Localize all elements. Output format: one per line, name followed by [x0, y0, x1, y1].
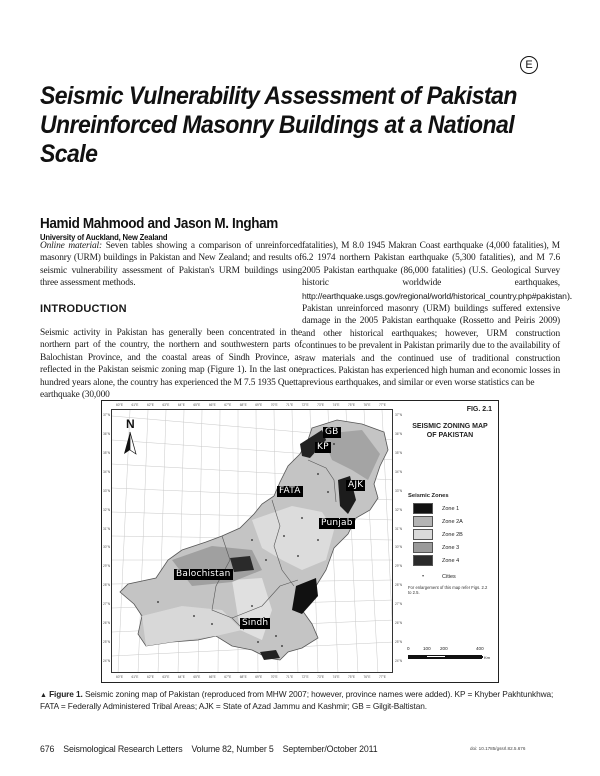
latitude-tick: 24°N	[395, 658, 403, 663]
intro-paragraph-right	[302, 240, 572, 390]
longitude-tick: 69°E	[255, 675, 263, 679]
zone-label: Zone 3	[442, 544, 460, 551]
longitude-tick: 71°E	[286, 403, 294, 407]
longitude-ticks-top	[116, 403, 386, 407]
electronic-supplement-icon: E	[520, 56, 538, 74]
page-number: 676	[40, 744, 55, 754]
latitude-tick: 36°N	[103, 431, 111, 436]
latitude-tick: 35°N	[103, 450, 111, 455]
latitude-tick: 28°N	[103, 583, 111, 588]
body-column-right	[302, 240, 572, 390]
intro-text-part2: ). Pakistan unreinforced masonry (URM) buildings suffered extensive damage in the 2005 Pakistan earthquake (Rossetto and Peiris 2009) and other historical earthquakes; however, URM construction continues to be prevalent in Pakistan primarily due to the availability of raw materials and the continued use of traditional construction practices. Pakistan has experienced high human and economic losses in previous earthquakes, and similar or even worse statistics can be	[302, 291, 572, 389]
scale-tick: 400	[476, 646, 484, 651]
legend-item-zone-2a	[413, 516, 463, 527]
legend-note: For enlargement of this map refer Figs. 2.2 to 2.5.	[408, 585, 488, 596]
figure-caption	[40, 689, 560, 712]
longitude-tick: 77°E	[378, 675, 386, 679]
legend-title: Seismic Zones	[408, 493, 449, 499]
scale-line	[408, 655, 482, 659]
longitude-tick: 64°E	[177, 675, 185, 679]
longitude-tick: 63°E	[162, 403, 170, 407]
longitude-tick: 72°E	[301, 675, 309, 679]
article-title: Seismic Vulnerability Assessment of Pakistan Unreinforced Masonry Buildings at a National Scale	[40, 82, 517, 168]
longitude-tick: 66°E	[208, 403, 216, 407]
longitude-tick: 60°E	[116, 675, 123, 679]
caption-figure-label: Figure 1.	[49, 689, 83, 699]
longitude-tick: 75°E	[348, 403, 355, 407]
online-material-paragraph	[40, 240, 302, 290]
latitude-tick: 33°N	[103, 488, 111, 493]
map-legend-panel	[398, 401, 498, 682]
journal-date: September/October 2011	[282, 744, 378, 754]
intro-paragraph-left: Seismic activity in Pakistan has generally been concentrated in the northern part of the country, the northern and southwestern parts of Balochistan Province, and the coastal areas of Sindh Province, as reflected in the Pakistan seismic zoning map (Figure 1). In the last one hundred years alone, the country has experienced the M 7.5 1935 Quetta earthquake (30,000	[40, 328, 302, 401]
zone-swatch	[413, 529, 433, 540]
latitude-tick: 24°N	[103, 658, 111, 663]
city-dot-icon: •	[421, 573, 425, 580]
map-canvas	[111, 409, 393, 673]
zone-label: Zone 2A	[442, 518, 463, 525]
usgs-link[interactable]: http://earthquake.usgs.gov/regional/world/historical_country.php#pakistan	[302, 290, 567, 301]
svg-text:N: N	[126, 417, 135, 431]
longitude-tick: 64°E	[177, 403, 185, 407]
journal-volume: Volume 82, Number 5	[191, 744, 274, 754]
page-footer	[40, 744, 387, 754]
longitude-tick: 76°E	[363, 675, 371, 679]
province-label-gb: GB	[325, 427, 339, 437]
author-affiliation: University of Auckland, New Zealand	[40, 232, 168, 242]
online-material-label: Online material:	[40, 241, 102, 251]
article-authors: Hamid Mahmood and Jason M. Ingham	[40, 215, 278, 232]
longitude-tick: 76°E	[363, 403, 371, 407]
longitude-tick: 75°E	[348, 675, 355, 679]
longitude-tick: 62°E	[146, 403, 154, 407]
longitude-tick: 61°E	[131, 675, 139, 679]
zone-label: Zone 4	[442, 557, 460, 564]
longitude-tick: 73°E	[317, 403, 325, 407]
latitude-tick: 35°N	[395, 450, 403, 455]
longitude-tick: 68°E	[239, 675, 247, 679]
doi[interactable]: doi: 10.1785/gssrl.82.5.676	[470, 746, 526, 751]
scale-tick: 200	[440, 646, 448, 651]
scale-unit: Km	[484, 655, 490, 660]
latitude-tick: 32°N	[395, 507, 403, 512]
province-label-punjab: Punjab	[321, 518, 353, 528]
longitude-tick: 68°E	[239, 403, 247, 407]
latitude-tick: 29°N	[395, 564, 403, 569]
longitude-tick: 67°E	[224, 403, 232, 407]
figure-seismic-zoning-map	[101, 400, 499, 683]
longitude-tick: 66°E	[208, 675, 216, 679]
longitude-tick: 71°E	[286, 675, 294, 679]
body-column-left	[40, 240, 302, 401]
figure-number: FIG. 2.1	[466, 406, 492, 413]
latitude-tick: 31°N	[395, 526, 403, 531]
latitude-tick: 26°N	[395, 621, 403, 626]
latitude-tick: 31°N	[103, 526, 111, 531]
intro-text-part1: fatalities), M 8.0 1945 Makran Coast earthquake (4,000 fatalities), M 6.2 1974 northern Pakistan earthquake (5,300 fatalities), and M 7.6 2005 Pakistan earthquake (86,000 fatalities) (U.S. Geological Survey historic worldwide earthquakes,	[302, 241, 560, 289]
latitude-tick: 27°N	[103, 602, 111, 607]
online-material-text: Seven tables showing a comparison of unreinforced masonry (URM) buildings in Pakistan and New Zealand; and results of seismic vulnerability assessment of Pakistan's URM buildings using three assessment methods.	[40, 241, 303, 289]
latitude-tick: 34°N	[395, 469, 403, 474]
latitude-tick: 30°N	[395, 545, 403, 550]
latitude-tick: 26°N	[103, 621, 111, 626]
journal-name: Seismological Research Letters	[63, 744, 183, 754]
zone-label: Zone 1	[442, 505, 460, 512]
province-label-fata: FATA	[279, 486, 301, 496]
cities-label: Cities	[442, 573, 456, 580]
longitude-tick: 61°E	[131, 403, 139, 407]
longitude-tick: 74°E	[332, 403, 340, 407]
latitude-tick: 34°N	[103, 469, 111, 474]
scale-tick: 100	[423, 646, 431, 651]
longitude-tick: 65°E	[193, 403, 201, 407]
longitude-tick: 70°E	[270, 675, 278, 679]
legend-item-cities	[413, 571, 456, 582]
latitude-tick: 36°N	[395, 431, 403, 436]
latitude-tick: 37°N	[103, 413, 111, 417]
longitude-tick: 77°E	[378, 403, 386, 407]
latitude-tick: 30°N	[103, 545, 111, 550]
latitude-tick: 29°N	[103, 564, 111, 569]
legend-item-zone-3	[413, 542, 459, 553]
longitude-tick: 69°E	[255, 403, 263, 407]
province-label-kp: KP	[317, 442, 329, 452]
longitude-ticks-bottom	[116, 675, 386, 679]
legend-item-zone-2b	[413, 529, 463, 540]
province-label-balochistan: Balochistan	[176, 569, 231, 579]
map-title: SEISMIC ZONING MAP OF PAKISTAN	[412, 423, 488, 439]
zone-swatch	[413, 542, 433, 553]
zone-label: Zone 2B	[442, 531, 463, 538]
longitude-tick: 65°E	[193, 675, 201, 679]
latitude-tick: 37°N	[395, 413, 403, 417]
legend-item-zone-4	[413, 555, 459, 566]
longitude-tick: 74°E	[332, 675, 340, 679]
latitude-tick: 33°N	[395, 488, 403, 493]
pakistan-map-graphic	[112, 410, 393, 673]
province-label-ajk: AJK	[348, 480, 364, 490]
province-label-sindh: Sindh	[242, 618, 269, 628]
longitude-tick: 72°E	[301, 403, 309, 407]
caption-text: Seismic zoning map of Pakistan (reproduced from MHW 2007; however, province names were added). KP = Khyber Pakhtunkhwa; FATA = Federally Administered Tribal Areas; AJK = State of Azad Jammu and Kashmir; GB = Gilgit-Baltistan.	[40, 689, 554, 712]
latitude-tick: 25°N	[103, 640, 111, 645]
latitude-tick: 32°N	[103, 507, 111, 512]
longitude-tick: 70°E	[270, 403, 278, 407]
longitude-tick: 73°E	[317, 675, 325, 679]
longitude-tick: 63°E	[162, 675, 170, 679]
zone-swatch	[413, 555, 433, 566]
legend-item-zone-1	[413, 503, 459, 514]
caption-marker-icon: ▲	[40, 692, 47, 699]
longitude-tick: 67°E	[224, 675, 232, 679]
scale-tick: 0	[407, 646, 410, 651]
latitude-tick: 28°N	[395, 583, 403, 588]
latitude-tick: 25°N	[395, 640, 403, 645]
zone-swatch	[413, 503, 433, 514]
zone-swatch	[413, 516, 433, 527]
north-arrow-icon	[124, 417, 136, 454]
longitude-tick: 60°E	[116, 403, 123, 407]
longitude-tick: 62°E	[146, 675, 154, 679]
section-heading-introduction: INTRODUCTION	[40, 302, 127, 315]
scale-bar	[408, 646, 492, 670]
latitude-ticks-left	[103, 413, 110, 663]
latitude-tick: 27°N	[395, 602, 403, 607]
